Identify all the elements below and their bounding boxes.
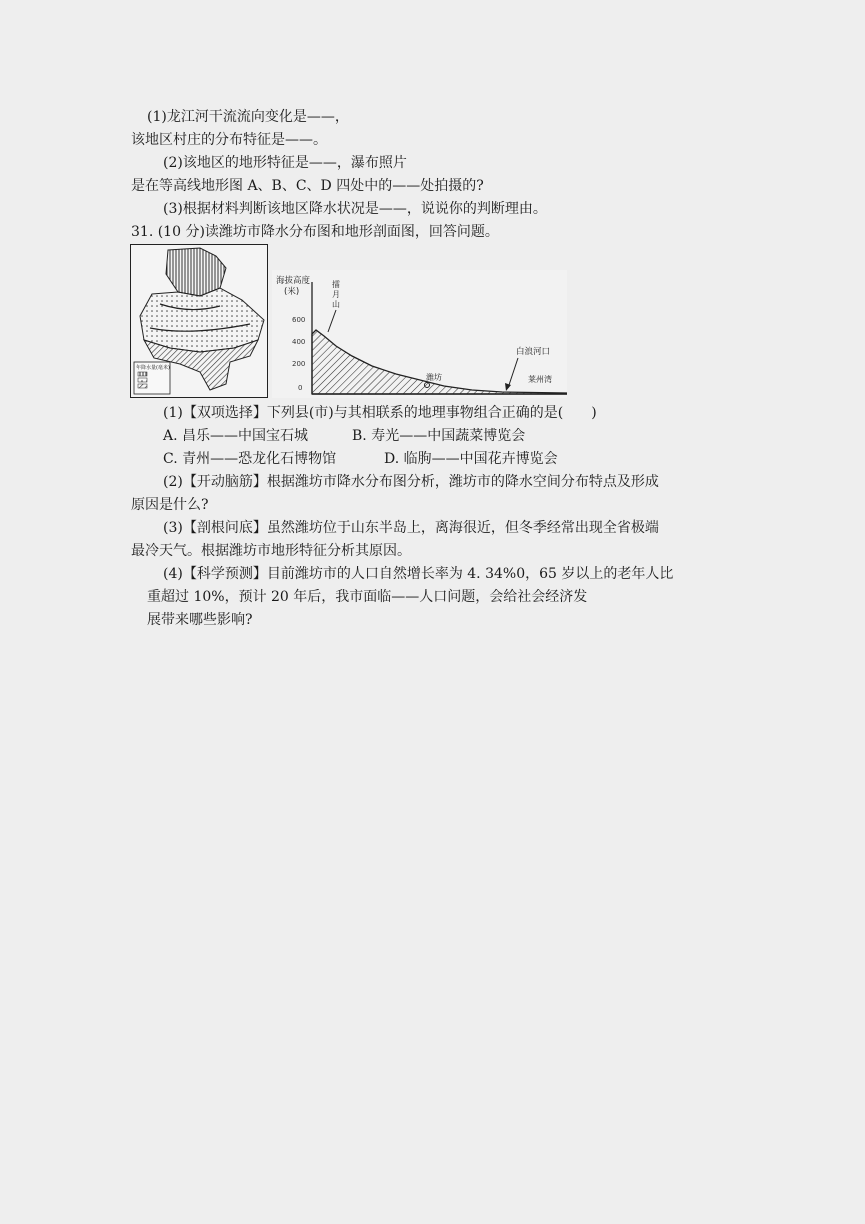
prev-q1-line-a: (1)龙江河干流流向变化是——， [147,109,349,125]
q31-sub3-line-a: (3)【剖根问底】虽然潍坊位于山东半岛上，离海很近，但冬季经常出现全省极端 [163,520,659,536]
map-legend-title: 年降水量(毫米) [136,365,170,371]
precipitation-map-image [130,244,268,398]
profile-weifang-label: 潍坊 [426,373,442,382]
profile-peak-label-2: 月 [332,290,340,299]
profile-river-mouth-label: 白浪河口 [516,347,551,357]
prev-q2-line-a: (2)该地区的地形特征是——，瀑布照片 [163,155,407,171]
profile-ytick-600: 600 [292,316,306,324]
q31-sub4-line-a: (4)【科学预测】目前潍坊市的人口自然增长率为 4. 34%0，65 岁以上的老年人比 [163,566,674,582]
q31-sub4-line-b: 重超过 10%，预计 20 年后，我市面临——人口问题，会给社会经济发 [147,589,588,605]
q31-sub3-line-b: 最冷天气。根据潍坊市地形特征分析其原因。 [131,543,411,559]
terrain-profile-image [272,270,567,398]
profile-peak-label-1: 擂 [332,280,340,289]
prev-q3-line: (3)根据材料判断该地区降水状况是——，说说你的判断理由。 [163,201,547,217]
profile-peak-label-3: 山 [332,300,340,309]
profile-bay-label: 莱州湾 [528,375,552,384]
prev-q2-line-b: 是在等高线地形图 A、B、C、D 四处中的——处拍摄的? [131,178,484,194]
q31-sub2-line-a: (2)【开动脑筋】根据潍坊市降水分布图分析，潍坊市的降水空间分布特点及形成 [163,474,659,490]
q31-option-d: D. 临朐——中国花卉博览会 [384,451,558,467]
profile-ytick-400: 400 [292,338,306,346]
terrain-profile-figure [272,270,567,398]
q31-option-c: C. 青州——恐龙化石博物馆 [163,451,337,467]
q31-sub2-line-b: 原因是什么? [131,497,209,513]
q31-sub1: (1)【双项选择】下列县(市)与其相联系的地理事物组合正确的是( ) [163,405,597,421]
q31-option-a: A. 昌乐——中国宝石城 [163,428,309,444]
profile-ylabel-2: (米) [284,287,300,297]
q31-option-b: B. 寿光——中国蔬菜博览会 [352,428,526,444]
precipitation-map-figure [130,244,268,398]
q31-header: 31. (10 分)读潍坊市降水分布图和地形剖面图，回答问题。 [131,224,499,240]
profile-ytick-0: 0 [298,384,303,392]
q31-sub4-line-c: 展带来哪些影响? [147,612,253,628]
profile-ylabel-1: 海拔高度 [276,276,311,286]
profile-ytick-200: 200 [292,360,306,368]
prev-q1-line-b: 该地区村庄的分布特征是——。 [131,132,327,148]
